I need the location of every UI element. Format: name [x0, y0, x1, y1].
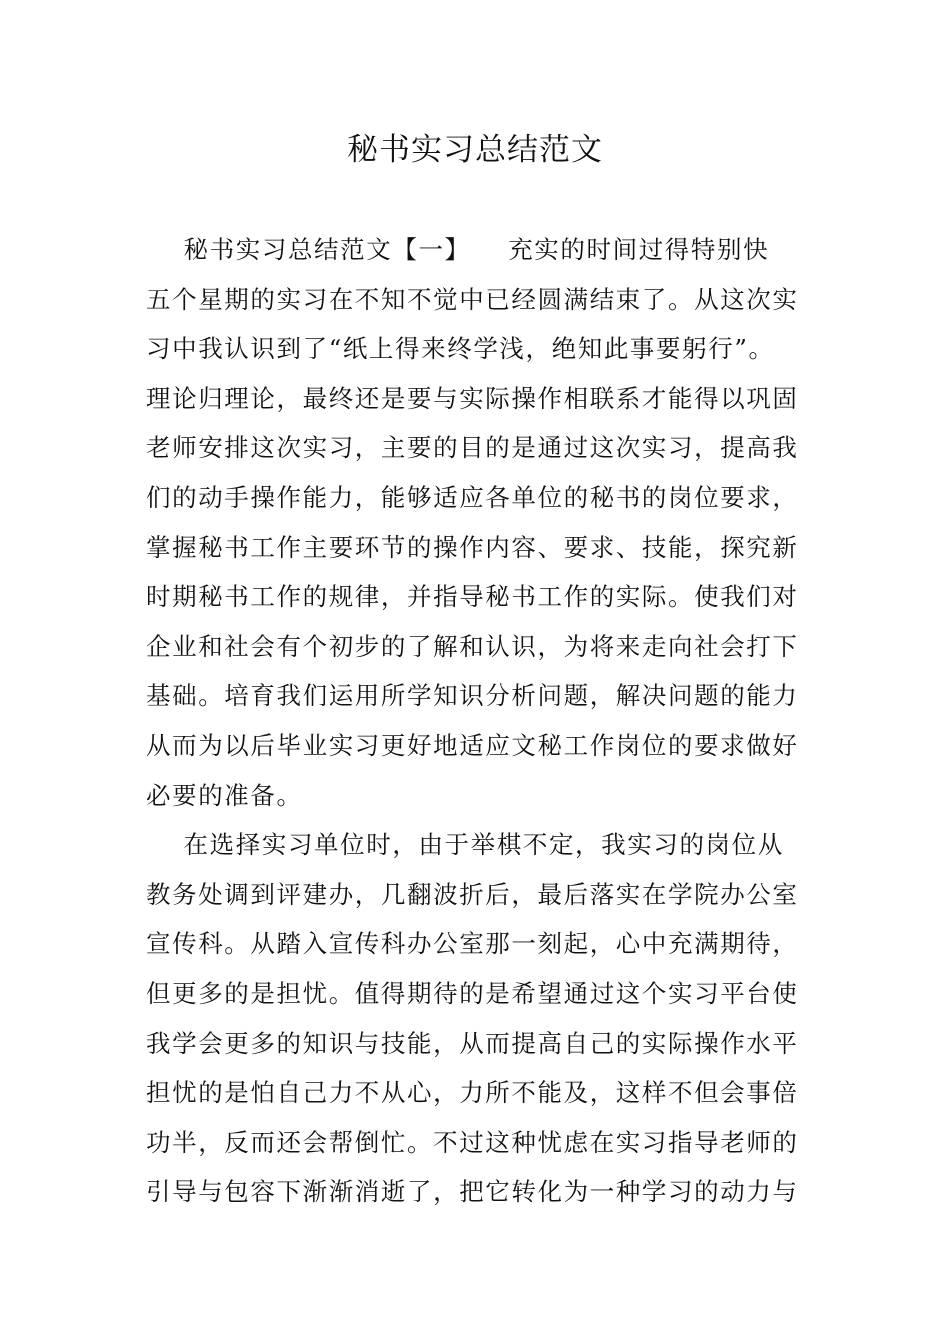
body-line: 企业和社会有个初步的了解和认识，为将来走向社会打下 — [146, 631, 799, 661]
body-line: 基础。培育我们运用所学知识分析问题，解决问题的能力 — [146, 681, 799, 711]
body-line: 时期秘书工作的规律，并指导秘书工作的实际。使我们对 — [146, 582, 799, 612]
body-line: 但更多的是担忧。值得期待的是希望通过这个实习平台使 — [146, 978, 799, 1008]
body-line: 五个星期的实习在不知不觉中已经圆满结束了。从这次实 — [146, 284, 799, 314]
body-line: 宣传科。从踏入宣传科办公室那一刻起，心中充满期待， — [146, 929, 799, 959]
body-line: 我学会更多的知识与技能，从而提高自己的实际操作水平 — [146, 1028, 799, 1058]
body-line: 们的动手操作能力，能够适应各单位的秘书的岗位要求， — [146, 482, 799, 512]
body-line: 秘书实习总结范文【一】 充实的时间过得特别快 — [146, 235, 770, 264]
document-title: 秘书实习总结范文 — [347, 132, 603, 168]
body-line: 理论归理论，最终还是要与实际操作相联系才能得以巩固 — [146, 383, 799, 413]
body-line: 教务处调到评建办，几翻波折后，最后落实在学院办公室 — [146, 879, 799, 909]
body-line: 在选择实习单位时，由于举棋不定，我实习的岗位从 — [146, 830, 784, 860]
body-line: 功半，反而还会帮倒忙。不过这种忧虑在实习指导老师的 — [146, 1127, 799, 1157]
document-body — [146, 225, 826, 1217]
body-line: 老师安排这次实习，主要的目的是通过这次实习，提高我 — [146, 433, 799, 463]
body-line: 引导与包容下渐渐消逝了，把它转化为一种学习的动力与 — [146, 1177, 799, 1207]
body-line: 习中我认识到了“纸上得来终学浅，绝知此事要躬行”。 — [146, 334, 775, 364]
body-line: 必要的准备。 — [146, 780, 303, 810]
body-line: 掌握秘书工作主要环节的操作内容、要求、技能，探究新 — [146, 532, 799, 562]
body-line: 担忧的是怕自己力不从心，力所不能及，这样不但会事倍 — [146, 1078, 799, 1108]
body-line: 从而为以后毕业实习更好地适应文秘工作岗位的要求做好 — [146, 730, 799, 760]
